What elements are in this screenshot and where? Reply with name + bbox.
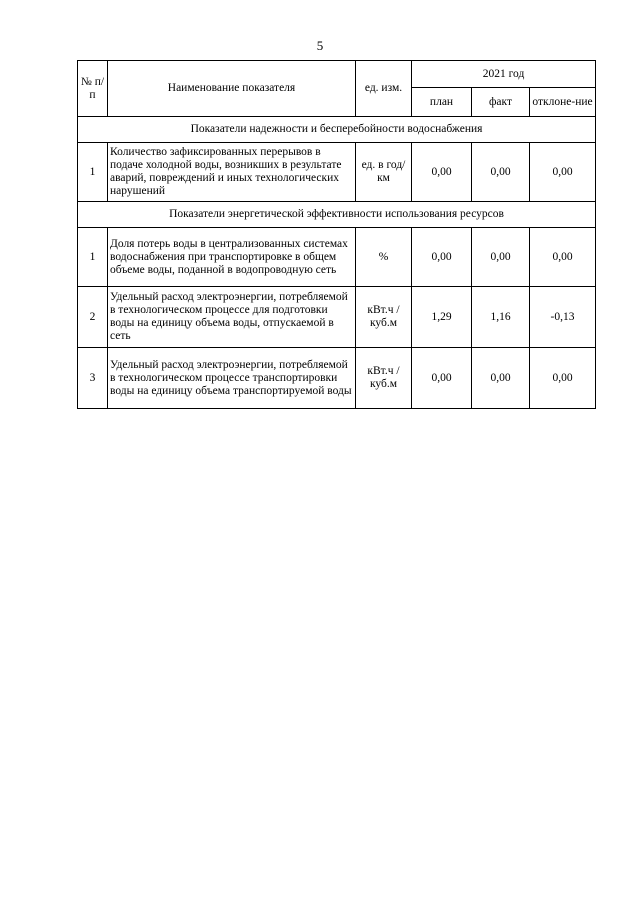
table-row [78, 287, 596, 348]
row-plan: 0,00 [412, 143, 472, 202]
row-unit: кВт.ч / куб.м [356, 287, 412, 348]
table-row [78, 228, 596, 287]
row-plan: 1,29 [412, 287, 472, 348]
row-num: 2 [78, 287, 108, 348]
row-plan: 0,00 [412, 348, 472, 409]
header-row-1 [78, 61, 596, 88]
row-name: Удельный расход электроэнергии, потребляемой в технологическом процессе транспортировки воды на единицу объема транспортируемой воды [108, 348, 356, 409]
row-unit: % [356, 228, 412, 287]
header-fact: факт [472, 88, 530, 117]
row-plan: 0,00 [412, 228, 472, 287]
header-year: 2021 год [412, 61, 596, 88]
table-row [78, 143, 596, 202]
row-name: Доля потерь воды в централизованных системах водоснабжения при транспортировке в общем объеме воды, поданной в водопроводную сеть [108, 228, 356, 287]
header-unit: ед. изм. [356, 61, 412, 117]
header-plan: план [412, 88, 472, 117]
page-number: 5 [316, 38, 324, 53]
row-fact: 0,00 [472, 228, 530, 287]
row-num: 1 [78, 143, 108, 202]
row-deviation: 0,00 [530, 228, 596, 287]
row-fact: 0,00 [472, 143, 530, 202]
row-unit: кВт.ч / куб.м [356, 348, 412, 409]
row-num: 3 [78, 348, 108, 409]
row-deviation: 0,00 [530, 348, 596, 409]
row-unit: ед. в год/ км [356, 143, 412, 202]
row-fact: 1,16 [472, 287, 530, 348]
header-num: № п/п [78, 61, 108, 117]
header-deviation: отклоне-ние [530, 88, 596, 117]
row-deviation: 0,00 [530, 143, 596, 202]
section-header [78, 202, 596, 228]
row-name: Удельный расход электроэнергии, потребляемой в технологическом процессе для подготовки воды на единицу объема воды, отпускаемой в сеть [108, 287, 356, 348]
row-name: Количество зафиксированных перерывов в подаче холодной воды, возникших в результате аварий, повреждений и иных технологических нарушений [108, 143, 356, 202]
indicators-table [77, 60, 596, 409]
section-title: Показатели надежности и бесперебойности водоснабжения [78, 117, 596, 143]
header-name: Наименование показателя [108, 61, 356, 117]
row-fact: 0,00 [472, 348, 530, 409]
row-num: 1 [78, 228, 108, 287]
row-deviation: -0,13 [530, 287, 596, 348]
table-row [78, 348, 596, 409]
section-title: Показатели энергетической эффективности использования ресурсов [78, 202, 596, 228]
section-header [78, 117, 596, 143]
